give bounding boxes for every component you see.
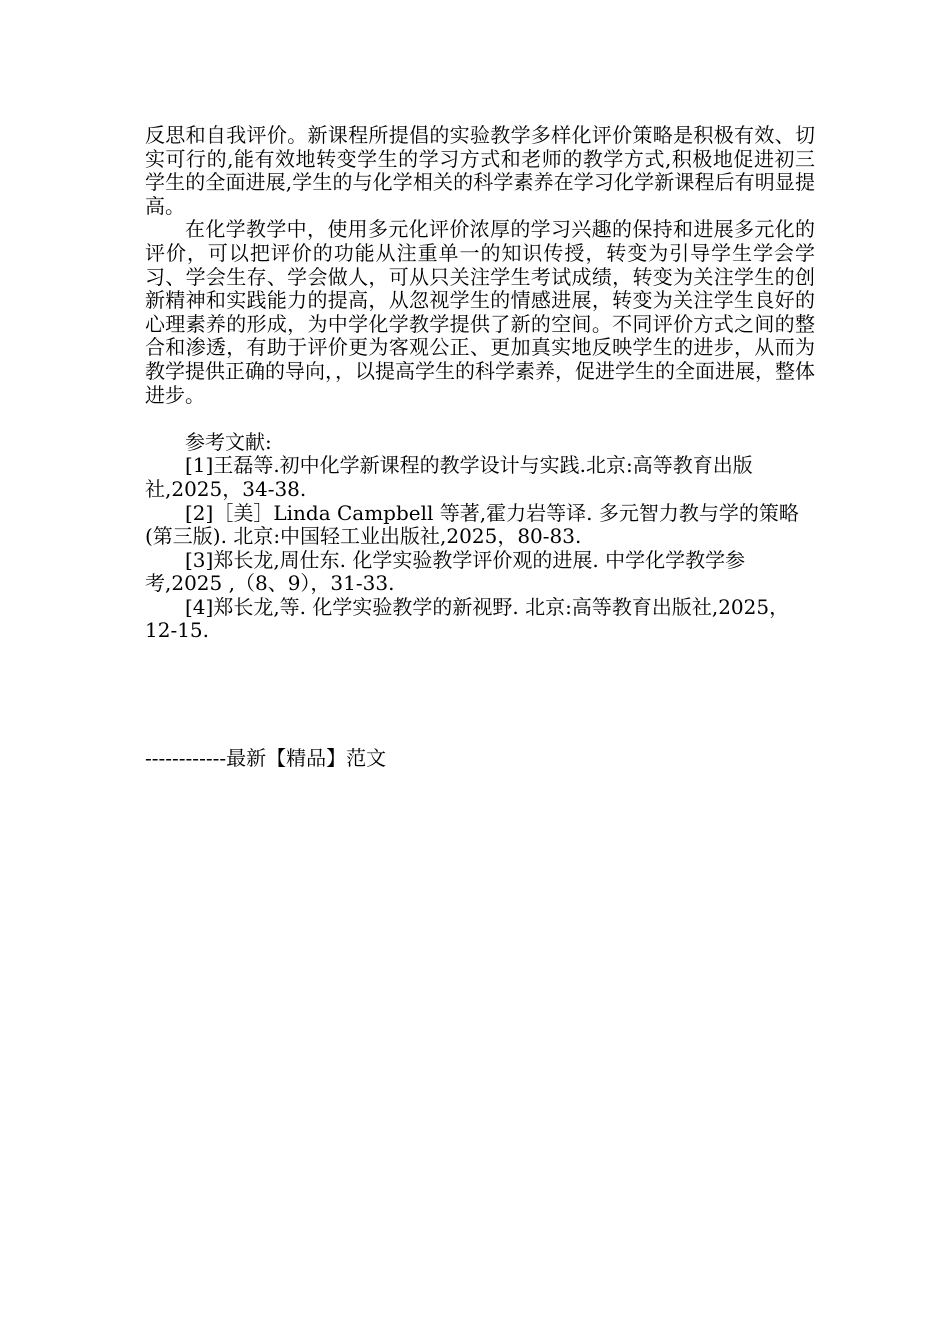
footer-banner: ------------最新【精品】范文 (145, 746, 387, 770)
reference-item-4: [4]郑长龙,等. 化学实验教学的新视野. 北京:高等教育出版社,2025，12-15. (145, 594, 790, 643)
body-paragraph-1: 反思和自我评价。新课程所提倡的实验教学多样化评价策略是积极有效、切实可行的,能有效地转变学生的学习方式和老师的教学方式,积极地促进初三学生的全面进展,学生的与化学相关的科学素养在学习化学新课程后有明显提高。 (145, 123, 815, 218)
body-paragraph-2: 在化学教学中，使用多元化评价浓厚的学习兴趣的保持和进展多元化的评价，可以把评价的功能从注重单一的知识传授，转变为引导学生学会学习、学会生存、学会做人，可从只关注学生考试成绩，转变为关注学生的创新精神和实践能力的提高，从忽视学生的情感进展，转变为关注学生良好的心理素养的形成，为中学化学教学提供了新的空间。不同评价方式之间的整合和渗透，有助于评价更为客观公正、更加真实地反映学生的进步，从而为教学提供正确的导向，，以提高学生的科学素养，促进学生的全面进展，整体进步。 (145, 217, 815, 407)
reference-item-3: [3]郑长龙,周仕东. 化学实验教学评价观的进展. 中学化学教学参考,2025 ,（8、9），31-33. (145, 547, 746, 596)
references-heading: 参考文献: (185, 429, 272, 454)
reference-item-2: [2]［美］Linda Campbell 等著,霍力岩等译. 多元智力教与学的策略(第三版). 北京:中国轻工业出版社,2025，80-83. (145, 500, 799, 549)
paragraph-spacer (145, 407, 815, 431)
reference-item-1: [1]王磊等.初中化学新课程的教学设计与实践.北京:高等教育出版社,2025，34-38. (145, 453, 753, 501)
document-body (145, 124, 815, 643)
